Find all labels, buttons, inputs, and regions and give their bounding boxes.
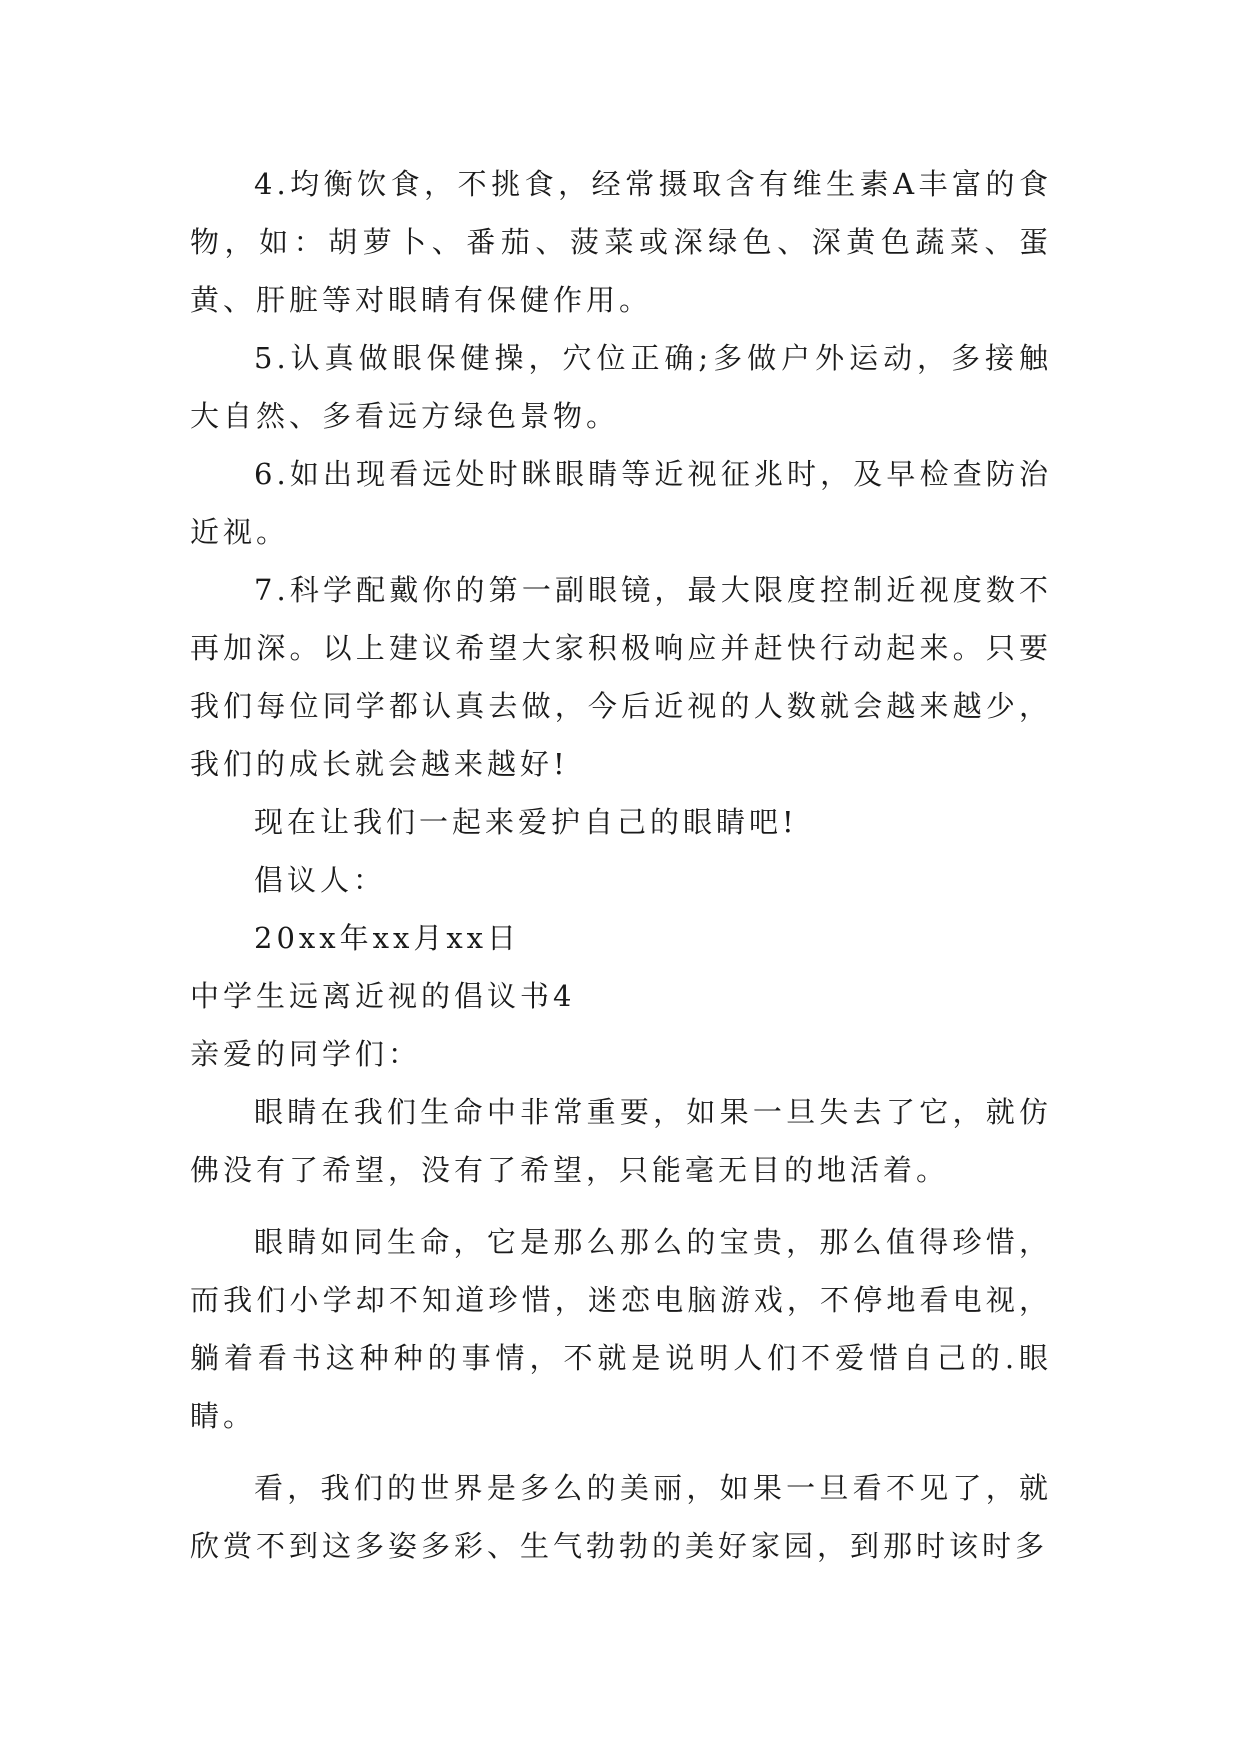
body-paragraph-3: 看，我们的世界是多么的美丽，如果一旦看不见了，就欣赏不到这多姿多彩、生气勃勃的美好家园，到那时该时多 <box>190 1471 1052 1563</box>
paragraph-item-5: 5.认真做眼保健操，穴位正确;多做户外运动，多接触大自然、多看远方绿色景物。 <box>190 341 1052 433</box>
document-body <box>190 155 1052 1575</box>
section-title: 中学生远离近视的倡议书4 <box>190 979 576 1013</box>
body-paragraph-1: 眼睛在我们生命中非常重要，如果一旦失去了它，就仿佛没有了希望，没有了希望，只能毫无目的地活着。 <box>190 1095 1052 1187</box>
closing-call: 现在让我们一起来爱护自己的眼睛吧! <box>254 805 798 839</box>
signature-label: 倡议人： <box>254 863 387 897</box>
paragraph-item-6: 6.如出现看远处时眯眼睛等近视征兆时，及早检查防治近视。 <box>190 457 1052 549</box>
paragraph-item-4: 4.均衡饮食，不挑食，经常摄取含有维生素A丰富的食物，如：胡萝卜、番茄、菠菜或深绿色、深黄色蔬菜、蛋黄、肝脏等对眼睛有保健作用。 <box>190 167 1052 317</box>
date-line: 20xx年xx月xx日 <box>254 921 521 955</box>
paragraph-item-7: 7.科学配戴你的第一副眼镜，最大限度控制近视度数不再加深。以上建议希望大家积极响应并赶快行动起来。只要我们每位同学都认真去做，今后近视的人数就会越来越少，我们的成长就会越来越好! <box>190 573 1052 781</box>
body-paragraph-2: 眼睛如同生命，它是那么那么的宝贵，那么值得珍惜，而我们小学却不知道珍惜，迷恋电脑游戏，不停地看电视，躺着看书这种种的事情，不就是说明人们不爱惜自己的.眼睛。 <box>190 1225 1052 1433</box>
salutation: 亲爱的同学们： <box>190 1037 422 1071</box>
